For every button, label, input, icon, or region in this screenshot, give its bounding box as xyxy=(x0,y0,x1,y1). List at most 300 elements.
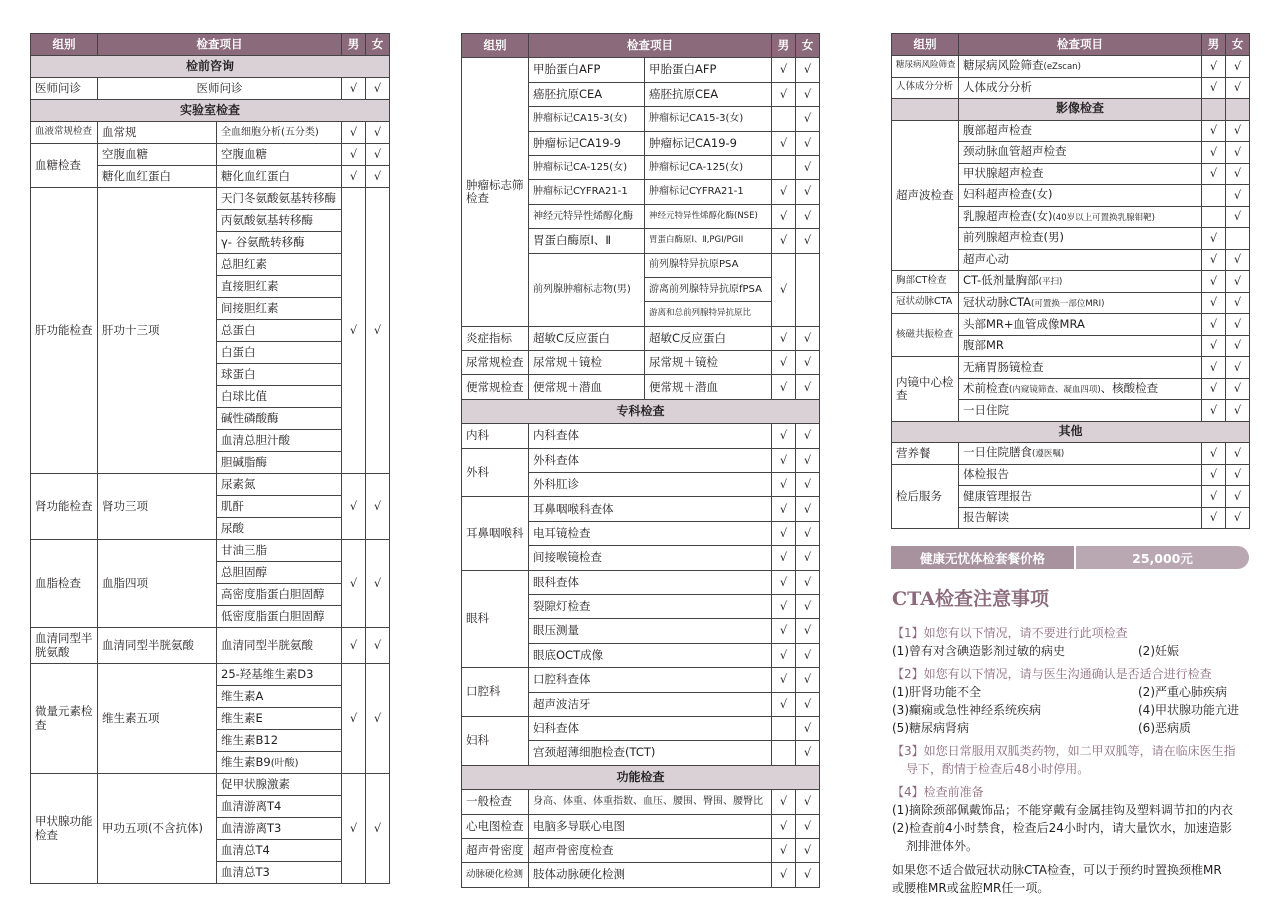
check-male xyxy=(772,741,796,765)
group-meal: 营养餐 xyxy=(892,443,959,465)
check-female: √ xyxy=(796,473,820,497)
check-female: √ xyxy=(1226,357,1250,379)
item-hcy: 血清同型半胱氨酸 xyxy=(98,628,217,664)
item-tumor: 癌胚抗原CEA xyxy=(529,82,645,106)
detail-liver: 胆碱脂酶 xyxy=(217,452,342,474)
check-female: √ xyxy=(796,838,820,862)
item-diabetes-note: (eZscan) xyxy=(1043,62,1081,73)
check-female: √ xyxy=(796,155,820,179)
detail-tumor: 肿瘤标记CA-125(女) xyxy=(645,155,772,179)
detail-micro xyxy=(217,752,342,774)
check-male: √ xyxy=(772,326,796,350)
check-male: √ xyxy=(1202,400,1226,422)
check-male: √ xyxy=(342,540,366,628)
exam-table-middle xyxy=(461,33,820,888)
check-male: √ xyxy=(772,131,796,155)
check-male: √ xyxy=(772,863,796,887)
check-male: √ xyxy=(1202,249,1226,271)
item-thyroid: 甲功五项(不含抗体) xyxy=(98,774,217,884)
item-diabetes-text: 糖尿病风险筛查 xyxy=(963,58,1044,73)
section-other: 其他 xyxy=(892,421,1250,443)
notes-item: (4)甲状腺功能亢进 xyxy=(1138,702,1239,717)
item-ultrasound xyxy=(959,249,1202,271)
item-tumor: 肿瘤标记CA-125(女) xyxy=(529,155,645,179)
check-male: √ xyxy=(772,838,796,862)
check-male: √ xyxy=(772,424,796,448)
group-body: 人体成分分析 xyxy=(892,77,959,99)
check-male: √ xyxy=(772,521,796,545)
item-cta xyxy=(959,292,1202,314)
item-ultrasound xyxy=(959,228,1202,250)
group-gyn: 妇科 xyxy=(462,716,529,765)
detail-lipid: 低密度脂蛋白胆固醇 xyxy=(217,606,342,628)
exam-table-left xyxy=(30,33,390,884)
check-female: √ xyxy=(796,570,820,594)
check-female: √ xyxy=(1226,443,1250,465)
check-female: √ xyxy=(1226,486,1250,508)
item-eye: 裂隙灯检查 xyxy=(529,594,772,618)
item-endoscopy-note: (内窥镜筛查、凝血四项) xyxy=(1009,384,1101,395)
check-male: √ xyxy=(772,229,796,253)
check-male: √ xyxy=(1202,142,1226,164)
section-imaging-pad xyxy=(892,99,959,121)
check-male: √ xyxy=(342,166,366,188)
detail-thyroid: 血清游离T3 xyxy=(217,818,342,840)
price-bar xyxy=(891,546,1249,569)
notes-row xyxy=(892,683,1252,701)
notes-item: 剂排泄体外。 xyxy=(906,838,979,853)
check-male: √ xyxy=(1202,77,1226,99)
detail-psa: 游离前列腺特异抗原fPSA xyxy=(645,277,772,301)
item-cta-note: (可置换一部位MRI) xyxy=(1031,298,1105,309)
detail-micro: 维生素E xyxy=(217,708,342,730)
detail-tumor: 甲胎蛋白AFP xyxy=(645,58,772,82)
check-male: √ xyxy=(342,122,366,144)
item-tumor: 胃蛋白酶原Ⅰ、Ⅱ xyxy=(529,229,645,253)
header-item: 检查项目 xyxy=(98,34,342,56)
check-female: √ xyxy=(1226,292,1250,314)
section-special: 专科检查 xyxy=(462,399,820,423)
item-ultrasound-text: 乳腺超声检查(女) xyxy=(963,208,1053,223)
item-ent: 耳鼻咽喉科查体 xyxy=(529,497,772,521)
check-male xyxy=(1202,206,1226,228)
check-female: √ xyxy=(1226,271,1250,293)
exam-table-right xyxy=(891,33,1250,529)
group-tumor: 肿瘤标志筛检查 xyxy=(462,58,529,326)
header-group: 组别 xyxy=(31,34,98,56)
check-male: √ xyxy=(1202,228,1226,250)
item-tumor: 神经元特异性烯醇化酶 xyxy=(529,204,645,228)
header-item: 检查项目 xyxy=(959,34,1202,56)
group-internal: 内科 xyxy=(462,424,529,448)
notes-heading-2: 【2】如您有以下情况，请与医生沟通确认是否适合进行检查 xyxy=(892,666,1212,681)
check-male: √ xyxy=(772,82,796,106)
notes-item: (2)检查前4小时禁食，检查后24小时内，请大量饮水，加速造影 xyxy=(892,820,1232,835)
detail-lipid: 甘油三脂 xyxy=(217,540,342,562)
detail-liver: 碱性磷酸酶 xyxy=(217,408,342,430)
group-sugar: 血糖检查 xyxy=(31,144,98,188)
check-female: √ xyxy=(796,229,820,253)
header-item: 检查项目 xyxy=(529,34,772,58)
item-ultrasound xyxy=(959,185,1202,207)
detail-blood: 全血细胞分析(五分类) xyxy=(217,122,342,144)
check-male: √ xyxy=(342,628,366,664)
check-male: √ xyxy=(1202,271,1226,293)
check-female: √ xyxy=(796,546,820,570)
notes-row xyxy=(892,701,1252,719)
check-male: √ xyxy=(342,474,366,540)
check-female: √ xyxy=(366,144,390,166)
check-female: √ xyxy=(366,166,390,188)
check-male: √ xyxy=(772,58,796,82)
check-male: √ xyxy=(772,814,796,838)
item-ultrasound-text: 妇科超声检查(女) xyxy=(963,187,1053,202)
detail-kidney: 尿酸 xyxy=(217,518,342,540)
check-female: √ xyxy=(796,326,820,350)
detail-kidney: 尿素氮 xyxy=(217,474,342,496)
item-eye: 眼压测量 xyxy=(529,619,772,643)
header-female: 女 xyxy=(796,34,820,58)
header-male: 男 xyxy=(1202,34,1226,56)
check-male xyxy=(772,107,796,131)
item-bone: 超声骨密度检查 xyxy=(529,838,772,862)
check-female: √ xyxy=(796,643,820,667)
notes-row xyxy=(892,719,1252,737)
item-endoscopy-text: 、核酸检查 xyxy=(1100,380,1159,395)
item-after: 报告解读 xyxy=(959,507,1202,529)
header-male: 男 xyxy=(342,34,366,56)
group-general: 一般检查 xyxy=(462,790,529,814)
item-artery: 肢体动脉硬化检测 xyxy=(529,863,772,887)
check-female: √ xyxy=(796,741,820,765)
item-general: 身高、体重、体重指数、血压、腰围、臀围、腰臀比 xyxy=(529,790,772,814)
notes-footer: 如果您不适合做冠状动脉CTA检查，可以于预约时置换颈椎MR xyxy=(892,862,1222,877)
check-male: √ xyxy=(772,375,796,399)
group-artery: 动脉硬化检测 xyxy=(462,863,529,887)
item-gyn: 宫颈超薄细胞检查(TCT) xyxy=(529,741,772,765)
detail-urine: 尿常规＋镜检 xyxy=(645,351,772,375)
check-female: √ xyxy=(1226,400,1250,422)
detail-tumor: 肿瘤标记CA19-9 xyxy=(645,131,772,155)
detail-liver: 天门冬氨酸氨基转移酶 xyxy=(217,188,342,210)
item-meal xyxy=(959,443,1202,465)
check-male xyxy=(772,716,796,740)
check-male: √ xyxy=(1202,292,1226,314)
check-male: √ xyxy=(772,594,796,618)
header-group: 组别 xyxy=(892,34,959,56)
item-ultrasound-text: 前列腺超声检查(男) xyxy=(963,230,1064,245)
check-male: √ xyxy=(1202,486,1226,508)
check-female: √ xyxy=(366,628,390,664)
check-male: √ xyxy=(772,790,796,814)
group-dental: 口腔科 xyxy=(462,668,529,717)
detail-tumor: 胃蛋白酶原Ⅰ、Ⅱ,PGI/PGII xyxy=(645,229,772,253)
check-male: √ xyxy=(1202,357,1226,379)
check-male xyxy=(1202,185,1226,207)
detail-liver: 球蛋白 xyxy=(217,364,342,386)
item-tumor: 肿瘤标记CA15-3(女) xyxy=(529,107,645,131)
item-ct-note: (平扫) xyxy=(1038,277,1063,288)
check-male: √ xyxy=(342,774,366,884)
check-female: √ xyxy=(796,814,820,838)
check-female: √ xyxy=(796,424,820,448)
header-group: 组别 xyxy=(462,34,529,58)
notes-item: (5)糖尿病肾病 xyxy=(892,720,969,735)
check-female: √ xyxy=(1226,120,1250,142)
item-meal-note: (遵医嘱) xyxy=(1032,449,1065,460)
check-male: √ xyxy=(1202,464,1226,486)
section-imaging-pad xyxy=(1226,99,1250,121)
check-female: √ xyxy=(796,521,820,545)
item-ct xyxy=(959,271,1202,293)
detail-sugar-1: 空腹血糖 xyxy=(217,144,342,166)
notes-heading-3-cont: 导下，酌情于检查后48小时停用。 xyxy=(906,761,1090,776)
detail-thyroid: 促甲状腺激素 xyxy=(217,774,342,796)
detail-liver: γ- 谷氨酰转移酶 xyxy=(217,232,342,254)
item-micro: 维生素五项 xyxy=(98,664,217,774)
notes-item: (6)恶病质 xyxy=(1138,720,1191,735)
item-lipid: 血脂四项 xyxy=(98,540,217,628)
notes-row xyxy=(892,642,1252,660)
item-endoscopy xyxy=(959,378,1202,400)
check-female: √ xyxy=(796,82,820,106)
item-tumor: 肿瘤标记CA19-9 xyxy=(529,131,645,155)
item-ultrasound-text: 超声心动 xyxy=(963,251,1009,266)
check-female: √ xyxy=(1226,378,1250,400)
detail-tumor: 癌胚抗原CEA xyxy=(645,82,772,106)
check-female: √ xyxy=(1226,206,1250,228)
check-female: √ xyxy=(1226,507,1250,529)
item-psa: 前列腺肿瘤标志物(男) xyxy=(529,253,645,326)
check-female: √ xyxy=(796,58,820,82)
item-cta-text: 冠状动脉CTA xyxy=(963,294,1032,309)
item-ultrasound xyxy=(959,163,1202,185)
item-inflam: 超敏C反应蛋白 xyxy=(529,326,645,350)
detail-thyroid: 血清总T3 xyxy=(217,862,342,884)
check-female: √ xyxy=(796,204,820,228)
item-surgery: 外科肛诊 xyxy=(529,473,772,497)
item-eye: 眼底OCT成像 xyxy=(529,643,772,667)
check-female: √ xyxy=(796,716,820,740)
header-male: 男 xyxy=(772,34,796,58)
check-female: √ xyxy=(1226,314,1250,336)
check-female: √ xyxy=(366,540,390,628)
group-urine: 尿常规检查 xyxy=(462,351,529,375)
detail-tumor: 肿瘤标记CA15-3(女) xyxy=(645,107,772,131)
item-doctor: 医师问诊 xyxy=(98,78,342,100)
item-meal-text: 一日住院膳食 xyxy=(963,445,1032,460)
check-female: √ xyxy=(1226,335,1250,357)
item-ultrasound-text: 甲状腺超声检查 xyxy=(963,165,1044,180)
check-male: √ xyxy=(772,351,796,375)
group-hcy: 血清同型半胱氨酸 xyxy=(31,628,98,664)
check-male: √ xyxy=(1202,507,1226,529)
check-female: √ xyxy=(366,664,390,774)
detail-liver: 丙氨酸氨基转移酶 xyxy=(217,210,342,232)
check-male: √ xyxy=(772,497,796,521)
group-kidney: 肾功能检查 xyxy=(31,474,98,540)
group-endoscopy: 内镜中心检查 xyxy=(892,357,959,422)
check-female: √ xyxy=(1226,77,1250,99)
check-male: √ xyxy=(772,473,796,497)
detail-kidney: 肌酐 xyxy=(217,496,342,518)
check-male: √ xyxy=(772,253,796,326)
check-male: √ xyxy=(342,664,366,774)
detail-micro: 25-羟基维生素D3 xyxy=(217,664,342,686)
check-female: √ xyxy=(796,863,820,887)
item-liver: 肝功十三项 xyxy=(98,188,217,474)
section-lab: 实验室检查 xyxy=(31,100,390,122)
check-male: √ xyxy=(1202,443,1226,465)
check-male: √ xyxy=(772,570,796,594)
group-blood: 血液常规检查 xyxy=(31,122,98,144)
group-ultrasound: 超声波检查 xyxy=(892,120,959,271)
detail-sugar-2: 糖化血红蛋白 xyxy=(217,166,342,188)
item-kidney: 肾功三项 xyxy=(98,474,217,540)
check-male: √ xyxy=(772,448,796,472)
check-female: √ xyxy=(796,131,820,155)
item-eye: 眼科查体 xyxy=(529,570,772,594)
check-male: √ xyxy=(1202,378,1226,400)
check-male: √ xyxy=(1202,56,1226,78)
check-female: √ xyxy=(796,619,820,643)
section-imaging: 影像检查 xyxy=(959,99,1202,121)
check-female: √ xyxy=(796,180,820,204)
item-blood: 血常规 xyxy=(98,122,217,144)
item-ecg: 电脑多导联心电图 xyxy=(529,814,772,838)
check-male: √ xyxy=(772,668,796,692)
item-mri: 头部MR+血管成像MRA xyxy=(959,314,1202,336)
detail-micro: 维生素A xyxy=(217,686,342,708)
check-male: √ xyxy=(1202,335,1226,357)
check-female: √ xyxy=(1226,56,1250,78)
item-internal: 内科查体 xyxy=(529,424,772,448)
item-sugar-2: 糖化血红蛋白 xyxy=(98,166,217,188)
item-surgery: 外科查体 xyxy=(529,448,772,472)
group-doctor: 医师问诊 xyxy=(31,78,98,100)
detail-stool: 便常规＋潜血 xyxy=(645,375,772,399)
item-after: 体检报告 xyxy=(959,464,1202,486)
item-endoscopy: 一日住院 xyxy=(959,400,1202,422)
item-diabetes xyxy=(959,56,1202,78)
item-endoscopy-text: 术前检查 xyxy=(963,380,1009,395)
check-female: √ xyxy=(1226,464,1250,486)
check-male: √ xyxy=(772,180,796,204)
check-male: √ xyxy=(1202,120,1226,142)
check-female: √ xyxy=(796,448,820,472)
detail-micro: 维生素B12 xyxy=(217,730,342,752)
detail-tumor: 肿瘤标记CYFRA21-1 xyxy=(645,180,772,204)
group-cta: 冠状动脉CTA xyxy=(892,292,959,314)
item-ent: 间接喉镜检查 xyxy=(529,546,772,570)
check-male: √ xyxy=(1202,163,1226,185)
group-inflam: 炎症指标 xyxy=(462,326,529,350)
check-male: √ xyxy=(772,546,796,570)
group-lipid: 血脂检查 xyxy=(31,540,98,628)
detail-lipid: 总胆固醇 xyxy=(217,562,342,584)
item-ultrasound-text: 腹部超声检查 xyxy=(963,122,1032,137)
group-ent: 耳鼻咽喉科 xyxy=(462,497,529,570)
check-female: √ xyxy=(796,107,820,131)
check-female: √ xyxy=(366,474,390,540)
notes-heading-1: 【1】如您有以下情况，请不要进行此项检查 xyxy=(892,625,1128,640)
check-female: √ xyxy=(796,790,820,814)
item-ultrasound xyxy=(959,120,1202,142)
detail-micro-note: (叶酸) xyxy=(270,757,299,769)
group-thyroid: 甲状腺功能检查 xyxy=(31,774,98,884)
notes-heading-4: 【4】检查前准备 xyxy=(892,784,984,799)
check-male: √ xyxy=(1202,314,1226,336)
item-body: 人体成分分析 xyxy=(959,77,1202,99)
detail-psa: 前列腺特异抗原PSA xyxy=(645,253,772,277)
group-eye: 眼科 xyxy=(462,570,529,668)
check-female: √ xyxy=(796,497,820,521)
check-female: √ xyxy=(366,774,390,884)
item-stool: 便常规＋潜血 xyxy=(529,375,645,399)
detail-hcy: 血清同型半胱氨酸 xyxy=(217,628,342,664)
check-female xyxy=(1226,228,1250,250)
item-after: 健康管理报告 xyxy=(959,486,1202,508)
group-micro: 微量元素检查 xyxy=(31,664,98,774)
notes-item: (1)曾有对含碘造影剂过敏的病史 xyxy=(892,643,1065,658)
group-liver: 肝功能检查 xyxy=(31,188,98,474)
detail-thyroid: 血清总T4 xyxy=(217,840,342,862)
group-surgery: 外科 xyxy=(462,448,529,497)
cta-notes xyxy=(892,585,1252,897)
detail-inflam: 超敏C反应蛋白 xyxy=(645,326,772,350)
item-endoscopy: 无痛胃肠镜检查 xyxy=(959,357,1202,379)
notes-item: (1)肝肾功能不全 xyxy=(892,684,981,699)
check-female: √ xyxy=(796,375,820,399)
check-male: √ xyxy=(772,619,796,643)
detail-liver: 间接胆红素 xyxy=(217,298,342,320)
check-male: √ xyxy=(342,188,366,474)
check-female: √ xyxy=(796,351,820,375)
check-female: √ xyxy=(796,692,820,716)
check-female: √ xyxy=(1226,163,1250,185)
item-ultrasound xyxy=(959,206,1202,228)
item-sugar-1: 空腹血糖 xyxy=(98,144,217,166)
notes-item: (1)摘除颈部佩戴饰品；不能穿戴有金属挂钩及塑料调节扣的内衣 xyxy=(892,802,1234,817)
notes-item: (2)严重心肺疾病 xyxy=(1138,684,1227,699)
section-imaging-pad xyxy=(1202,99,1226,121)
check-female: √ xyxy=(366,78,390,100)
detail-thyroid: 血清游离T4 xyxy=(217,796,342,818)
group-after: 检后服务 xyxy=(892,464,959,529)
price-value: 25,000元 xyxy=(1076,546,1249,569)
section-consult: 检前咨询 xyxy=(31,56,390,78)
notes-footer: 或腰椎MR或盆腔MR任一项。 xyxy=(892,880,1050,895)
notes-title: CTA检查注意事项 xyxy=(892,588,1049,610)
check-female xyxy=(796,253,820,326)
group-stool: 便常规检查 xyxy=(462,375,529,399)
check-male: √ xyxy=(772,643,796,667)
header-female: 女 xyxy=(1226,34,1250,56)
detail-liver: 直接胆红素 xyxy=(217,276,342,298)
header-female: 女 xyxy=(366,34,390,56)
detail-liver: 血清总胆汁酸 xyxy=(217,430,342,452)
detail-liver: 总胆红素 xyxy=(217,254,342,276)
item-tumor: 甲胎蛋白AFP xyxy=(529,58,645,82)
item-dental: 超声波洁牙 xyxy=(529,692,772,716)
item-urine: 尿常规＋镜检 xyxy=(529,351,645,375)
detail-micro-text: 维生素B9 xyxy=(221,754,271,769)
detail-lipid: 高密度脂蛋白胆固醇 xyxy=(217,584,342,606)
check-male xyxy=(772,155,796,179)
check-female: √ xyxy=(1226,249,1250,271)
item-ultrasound-note: (40岁以上可置换乳腺钼靶) xyxy=(1052,212,1155,223)
item-ultrasound xyxy=(959,142,1202,164)
